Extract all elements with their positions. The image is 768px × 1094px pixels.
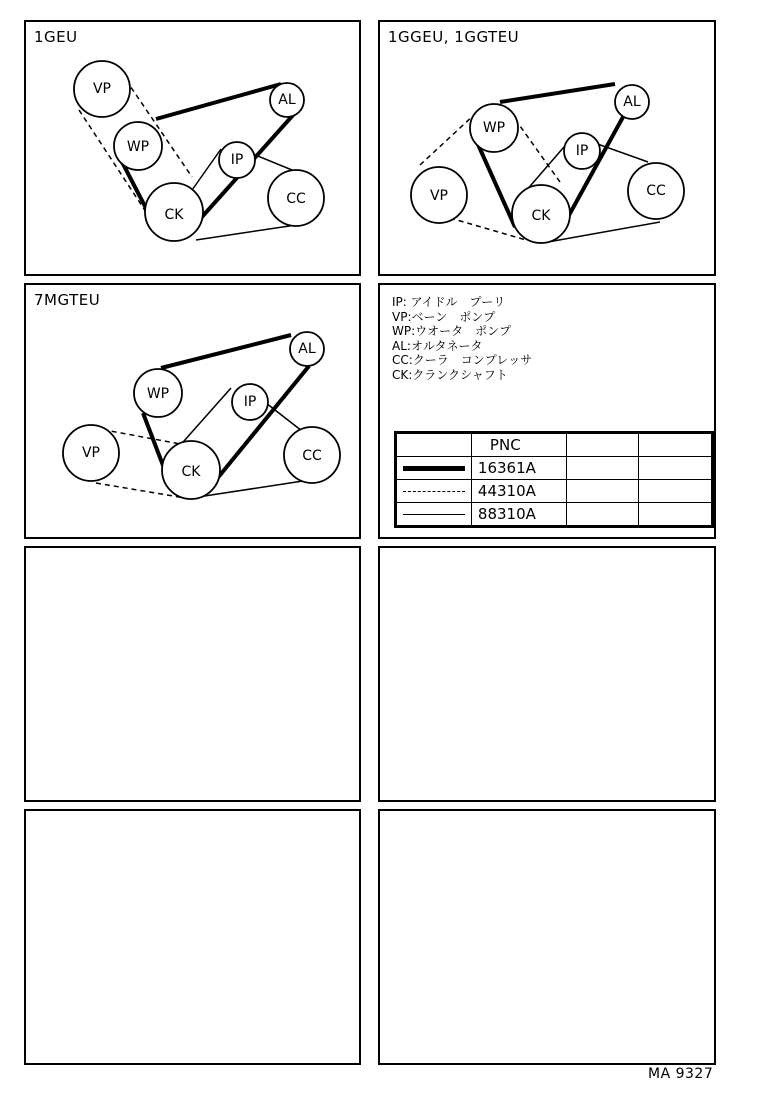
pulley-label: AL [623,94,641,110]
pulley-label: WP [146,386,170,402]
thick-line-swatch [403,466,465,471]
pulley-label: CC [286,191,306,207]
belt-thick [156,84,281,119]
pnc-header: PNC [471,433,566,457]
empty-panel [378,546,716,802]
legend-abbreviations [392,295,532,382]
legend-line: WP:ウオータ ポンプ [392,324,512,338]
table-row [396,503,713,527]
diagram-panel-1geu [24,20,361,276]
panel-title: 7MGTEU [34,291,101,309]
belt-thick [161,335,291,368]
pulley-label: CC [302,448,322,464]
pulley-label: IP [575,143,589,159]
pulley-label: AL [278,92,296,108]
legend-panel [378,283,716,539]
legend-line: CK:クランクシャフト [392,367,508,382]
belt-thin [196,225,296,240]
pulley-label: AL [298,341,316,357]
diagram-panel-1ggeu [378,20,716,276]
pulley-label: IP [243,394,257,410]
figure-code: MA 9327 [648,1066,714,1082]
pulley-label: CC [646,183,666,199]
table-header-row [396,433,713,457]
belt-diagram-7mgteu [26,285,363,541]
belt-diagram-1ggeu [380,22,718,278]
empty-panel [378,809,716,1065]
pulley-label: VP [92,81,112,97]
belt-thin [176,388,231,450]
thin-line-swatch [403,514,465,515]
pnc-table [394,431,714,528]
belt-dashed [420,114,475,165]
pulley-label: CK [164,207,184,223]
pnc-value: 88310A [471,503,566,527]
table-row [396,480,713,503]
legend-line: VP:ベーン ポンプ [392,309,496,324]
pulley-label: VP [429,188,449,204]
pulley-label: WP [126,139,150,155]
pulley-label: WP [482,120,506,136]
legend-line: CC:クーラ コンプレッサ [392,353,533,367]
belt-thin [525,140,570,192]
dashed-line-swatch [403,491,465,492]
belt-diagram-1geu [26,22,363,278]
diagram-panel-7mgteu [24,283,361,539]
pulley-label: IP [230,152,244,168]
pnc-value: 44310A [471,480,566,503]
table-row [396,457,713,480]
panel-title: 1GGEU, 1GGTEU [388,28,520,46]
panel-title: 1GEU [34,28,78,46]
empty-panel [24,809,361,1065]
pulley-label: CK [181,464,201,480]
belt-thick [500,84,615,102]
pulley-label: VP [81,445,101,461]
belt-thick [476,140,515,227]
pulley-label: CK [531,208,551,224]
legend-line: AL:オルタネータ [392,338,483,353]
empty-panel [24,546,361,802]
legend-line: IP: アイドル プーリ [392,295,506,309]
pnc-value: 16361A [471,457,566,480]
